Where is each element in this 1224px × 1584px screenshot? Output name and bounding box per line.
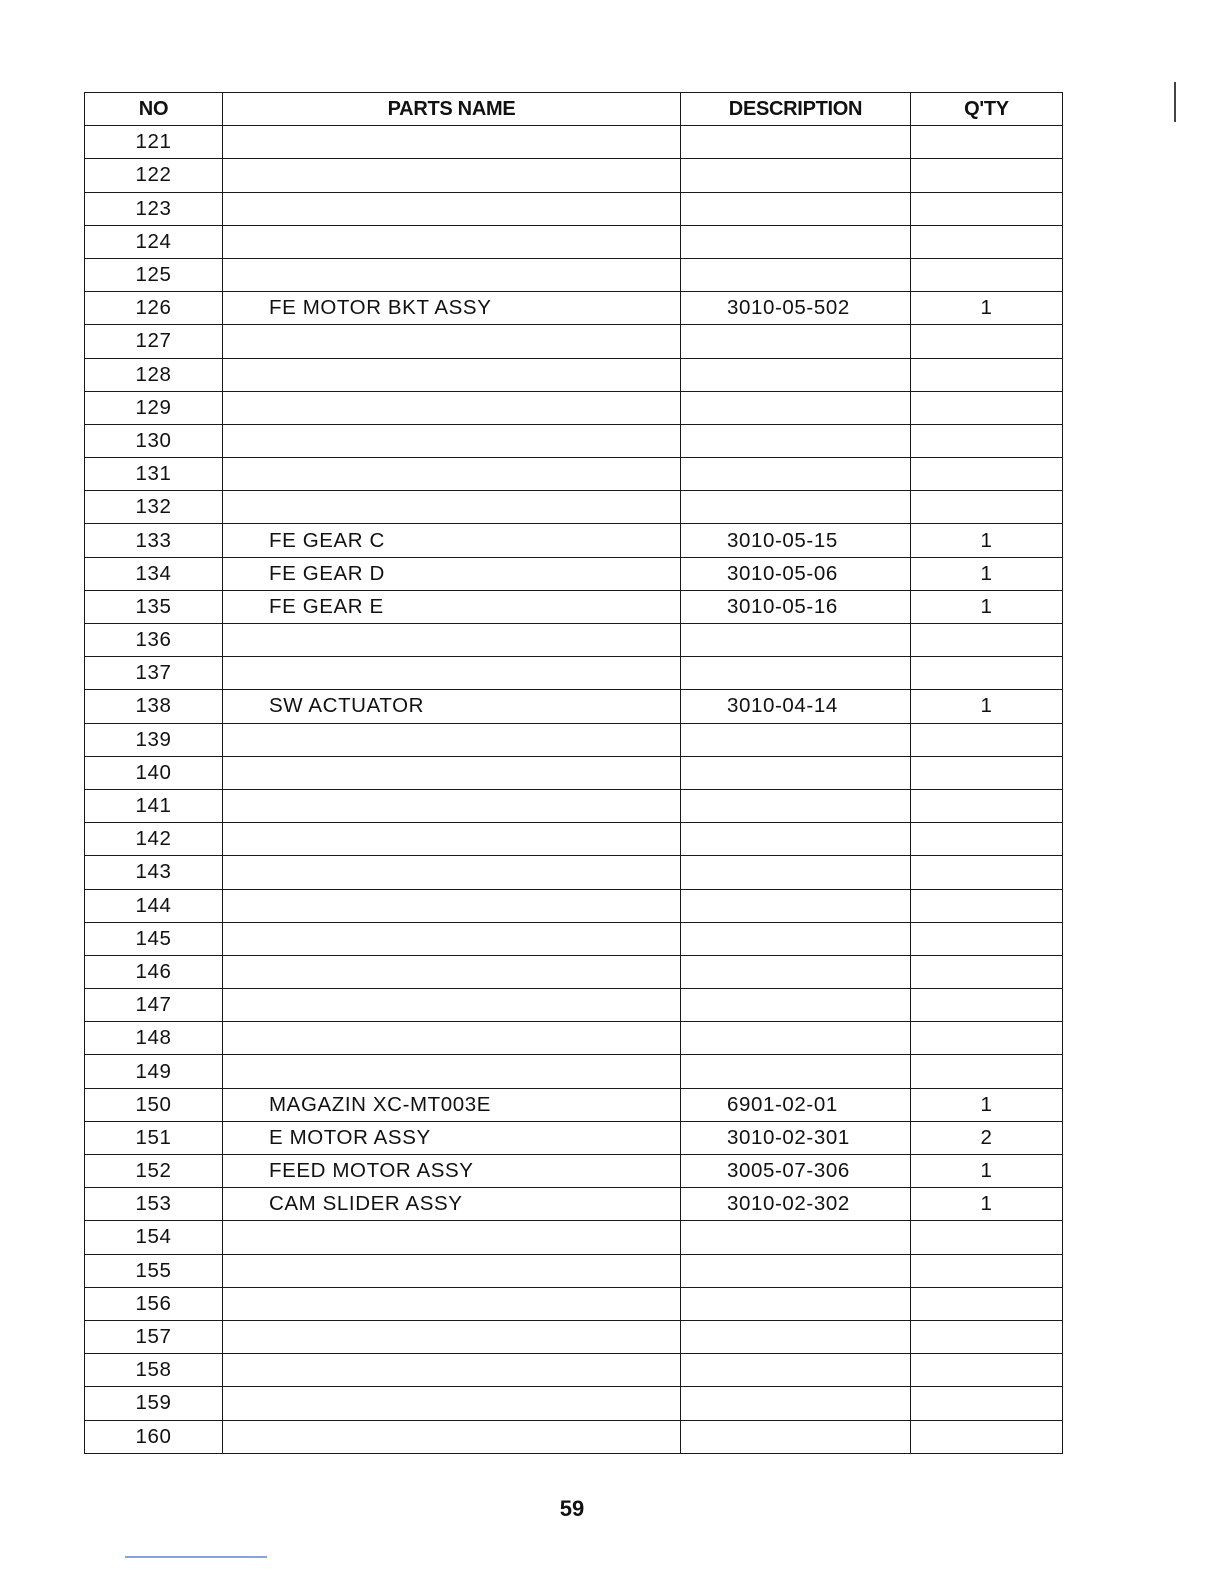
table-row: [85, 657, 1063, 690]
cell-qty: [911, 1420, 1063, 1453]
cell-qty: [911, 989, 1063, 1022]
table-row: [85, 1320, 1063, 1353]
cell-no: 123: [85, 192, 223, 225]
cell-no: 145: [85, 922, 223, 955]
cell-description: [681, 756, 911, 789]
table-row: [85, 292, 1063, 325]
cell-description: [681, 358, 911, 391]
cell-description: [681, 126, 911, 159]
cell-parts-name: FEED MOTOR ASSY: [223, 1155, 681, 1188]
cell-description: [681, 192, 911, 225]
cell-qty: 2: [911, 1121, 1063, 1154]
cell-parts-name: [223, 1055, 681, 1088]
cell-parts-name: [223, 789, 681, 822]
cell-no: 152: [85, 1155, 223, 1188]
cell-no: 148: [85, 1022, 223, 1055]
cell-qty: [911, 922, 1063, 955]
table-row: [85, 789, 1063, 822]
cell-no: 135: [85, 590, 223, 623]
cell-description: [681, 325, 911, 358]
cell-parts-name: [223, 1254, 681, 1287]
cell-parts-name: [223, 491, 681, 524]
cell-qty: [911, 955, 1063, 988]
cell-no: 158: [85, 1354, 223, 1387]
cell-no: 146: [85, 955, 223, 988]
cell-qty: 1: [911, 557, 1063, 590]
cell-parts-name: [223, 325, 681, 358]
cell-description: 3010-02-301: [681, 1121, 911, 1154]
cell-no: 142: [85, 823, 223, 856]
cell-no: 143: [85, 856, 223, 889]
cell-description: [681, 258, 911, 291]
cell-parts-name: [223, 1320, 681, 1353]
cell-no: 130: [85, 424, 223, 457]
table-row: [85, 756, 1063, 789]
cell-no: 153: [85, 1188, 223, 1221]
cell-parts-name: [223, 458, 681, 491]
cell-qty: 1: [911, 1155, 1063, 1188]
cell-description: [681, 458, 911, 491]
cell-qty: [911, 258, 1063, 291]
cell-no: 159: [85, 1387, 223, 1420]
cell-description: [681, 823, 911, 856]
table-row: [85, 192, 1063, 225]
cell-qty: [911, 358, 1063, 391]
cell-parts-name: [223, 192, 681, 225]
cell-parts-name: [223, 1420, 681, 1453]
cell-qty: [911, 723, 1063, 756]
cell-description: 3010-05-16: [681, 590, 911, 623]
table-row: [85, 159, 1063, 192]
cell-qty: [911, 159, 1063, 192]
cell-qty: 1: [911, 690, 1063, 723]
cell-parts-name: [223, 955, 681, 988]
cell-no: 154: [85, 1221, 223, 1254]
cell-parts-name: [223, 856, 681, 889]
table-row: [85, 225, 1063, 258]
cell-qty: [911, 756, 1063, 789]
table-row: [85, 690, 1063, 723]
cell-description: 3010-05-502: [681, 292, 911, 325]
cell-description: [681, 1221, 911, 1254]
cell-parts-name: [223, 1387, 681, 1420]
cell-no: 155: [85, 1254, 223, 1287]
table-row: [85, 1121, 1063, 1154]
cell-no: 157: [85, 1320, 223, 1353]
cell-no: 139: [85, 723, 223, 756]
cell-description: [681, 1055, 911, 1088]
cell-qty: [911, 458, 1063, 491]
cell-parts-name: E MOTOR ASSY: [223, 1121, 681, 1154]
cell-qty: [911, 889, 1063, 922]
cell-qty: [911, 391, 1063, 424]
cell-parts-name: FE GEAR C: [223, 524, 681, 557]
scan-artifact-line: [125, 1556, 267, 1558]
cell-no: 131: [85, 458, 223, 491]
cell-qty: [911, 1320, 1063, 1353]
cell-qty: [911, 1055, 1063, 1088]
cell-description: [681, 1320, 911, 1353]
cell-no: 156: [85, 1287, 223, 1320]
cell-parts-name: [223, 989, 681, 1022]
cell-qty: 1: [911, 1188, 1063, 1221]
page-number: 59: [559, 1496, 585, 1521]
table-row: [85, 823, 1063, 856]
cell-qty: [911, 225, 1063, 258]
cell-parts-name: [223, 225, 681, 258]
parts-list-table: [84, 92, 1063, 1454]
cell-no: 132: [85, 491, 223, 524]
cell-qty: [911, 325, 1063, 358]
header-parts-name: PARTS NAME: [223, 93, 681, 126]
table-row: [85, 126, 1063, 159]
table-row: [85, 889, 1063, 922]
cell-qty: [911, 856, 1063, 889]
cell-qty: [911, 823, 1063, 856]
table-row: [85, 590, 1063, 623]
table-row: [85, 1188, 1063, 1221]
cell-no: 127: [85, 325, 223, 358]
table-row: [85, 524, 1063, 557]
cell-no: 121: [85, 126, 223, 159]
cell-parts-name: [223, 258, 681, 291]
cell-parts-name: [223, 657, 681, 690]
cell-parts-name: [223, 1287, 681, 1320]
cell-qty: [911, 491, 1063, 524]
cell-qty: [911, 1221, 1063, 1254]
table-row: [85, 856, 1063, 889]
cell-no: 126: [85, 292, 223, 325]
cell-description: [681, 1022, 911, 1055]
cell-description: [681, 159, 911, 192]
cell-qty: [911, 1022, 1063, 1055]
cell-description: [681, 225, 911, 258]
cell-parts-name: FE GEAR D: [223, 557, 681, 590]
table-row: [85, 1088, 1063, 1121]
cell-parts-name: [223, 889, 681, 922]
cell-parts-name: [223, 823, 681, 856]
cell-description: [681, 723, 911, 756]
cell-qty: [911, 192, 1063, 225]
cell-description: [681, 1387, 911, 1420]
table-row: [85, 1254, 1063, 1287]
cell-no: 144: [85, 889, 223, 922]
cell-parts-name: [223, 723, 681, 756]
cell-no: 150: [85, 1088, 223, 1121]
table-row: [85, 1055, 1063, 1088]
cell-qty: [911, 1387, 1063, 1420]
cell-no: 138: [85, 690, 223, 723]
cell-no: 141: [85, 789, 223, 822]
cell-description: 3005-07-306: [681, 1155, 911, 1188]
cell-parts-name: [223, 922, 681, 955]
cell-description: [681, 955, 911, 988]
cell-no: 149: [85, 1055, 223, 1088]
table-body: [85, 126, 1063, 1454]
cell-no: 128: [85, 358, 223, 391]
cell-description: 3010-02-302: [681, 1188, 911, 1221]
table-row: [85, 1287, 1063, 1320]
table-row: [85, 1221, 1063, 1254]
cell-description: [681, 889, 911, 922]
cell-description: 3010-05-06: [681, 557, 911, 590]
header-no: NO: [85, 93, 223, 126]
table-row: [85, 458, 1063, 491]
table-row: [85, 989, 1063, 1022]
cell-description: [681, 491, 911, 524]
cell-description: [681, 1254, 911, 1287]
table-row: [85, 1155, 1063, 1188]
header-row: [85, 93, 1063, 126]
cell-description: 6901-02-01: [681, 1088, 911, 1121]
table-row: [85, 1354, 1063, 1387]
cell-parts-name: [223, 126, 681, 159]
cell-parts-name: FE MOTOR BKT ASSY: [223, 292, 681, 325]
cell-parts-name: [223, 1221, 681, 1254]
header-qty: Q'TY: [911, 93, 1063, 126]
cell-qty: [911, 424, 1063, 457]
table-row: [85, 491, 1063, 524]
cell-no: 134: [85, 557, 223, 590]
cell-parts-name: MAGAZIN XC-MT003E: [223, 1088, 681, 1121]
cell-parts-name: [223, 391, 681, 424]
cell-qty: [911, 1287, 1063, 1320]
cell-no: 136: [85, 624, 223, 657]
cell-no: 124: [85, 225, 223, 258]
cell-parts-name: [223, 358, 681, 391]
cell-parts-name: [223, 756, 681, 789]
table-row: [85, 358, 1063, 391]
cell-no: 140: [85, 756, 223, 789]
cell-qty: 1: [911, 292, 1063, 325]
table-row: [85, 624, 1063, 657]
cell-qty: 1: [911, 590, 1063, 623]
table-row: [85, 557, 1063, 590]
cell-description: [681, 1420, 911, 1453]
cell-no: 129: [85, 391, 223, 424]
table-row: [85, 325, 1063, 358]
table-row: [85, 955, 1063, 988]
cell-description: [681, 1287, 911, 1320]
table-row: [85, 723, 1063, 756]
cell-qty: [911, 624, 1063, 657]
cell-parts-name: [223, 1354, 681, 1387]
cell-qty: [911, 1354, 1063, 1387]
cell-parts-name: [223, 1022, 681, 1055]
cell-no: 151: [85, 1121, 223, 1154]
cell-description: [681, 424, 911, 457]
header-description: DESCRIPTION: [681, 93, 911, 126]
cell-qty: 1: [911, 1088, 1063, 1121]
table-row: [85, 922, 1063, 955]
cell-parts-name: [223, 159, 681, 192]
cell-no: 137: [85, 657, 223, 690]
cell-no: 122: [85, 159, 223, 192]
cell-qty: [911, 657, 1063, 690]
cell-qty: [911, 126, 1063, 159]
cell-parts-name: SW ACTUATOR: [223, 690, 681, 723]
cell-description: 3010-05-15: [681, 524, 911, 557]
cell-no: 160: [85, 1420, 223, 1453]
cell-qty: [911, 789, 1063, 822]
cell-qty: 1: [911, 524, 1063, 557]
cell-no: 147: [85, 989, 223, 1022]
cell-description: [681, 1354, 911, 1387]
table-row: [85, 391, 1063, 424]
table-header: [85, 93, 1063, 126]
cell-no: 133: [85, 524, 223, 557]
table-row: [85, 1420, 1063, 1453]
cell-description: [681, 989, 911, 1022]
cell-parts-name: [223, 424, 681, 457]
cell-qty: [911, 1254, 1063, 1287]
cell-description: 3010-04-14: [681, 690, 911, 723]
cell-parts-name: CAM SLIDER ASSY: [223, 1188, 681, 1221]
cell-description: [681, 856, 911, 889]
cell-description: [681, 657, 911, 690]
cell-parts-name: [223, 624, 681, 657]
table-row: [85, 258, 1063, 291]
table-row: [85, 1022, 1063, 1055]
scan-edge-mark: [1174, 82, 1176, 122]
cell-description: [681, 789, 911, 822]
cell-description: [681, 922, 911, 955]
table-row: [85, 1387, 1063, 1420]
cell-description: [681, 624, 911, 657]
table-row: [85, 424, 1063, 457]
cell-description: [681, 391, 911, 424]
cell-parts-name: FE GEAR E: [223, 590, 681, 623]
cell-no: 125: [85, 258, 223, 291]
